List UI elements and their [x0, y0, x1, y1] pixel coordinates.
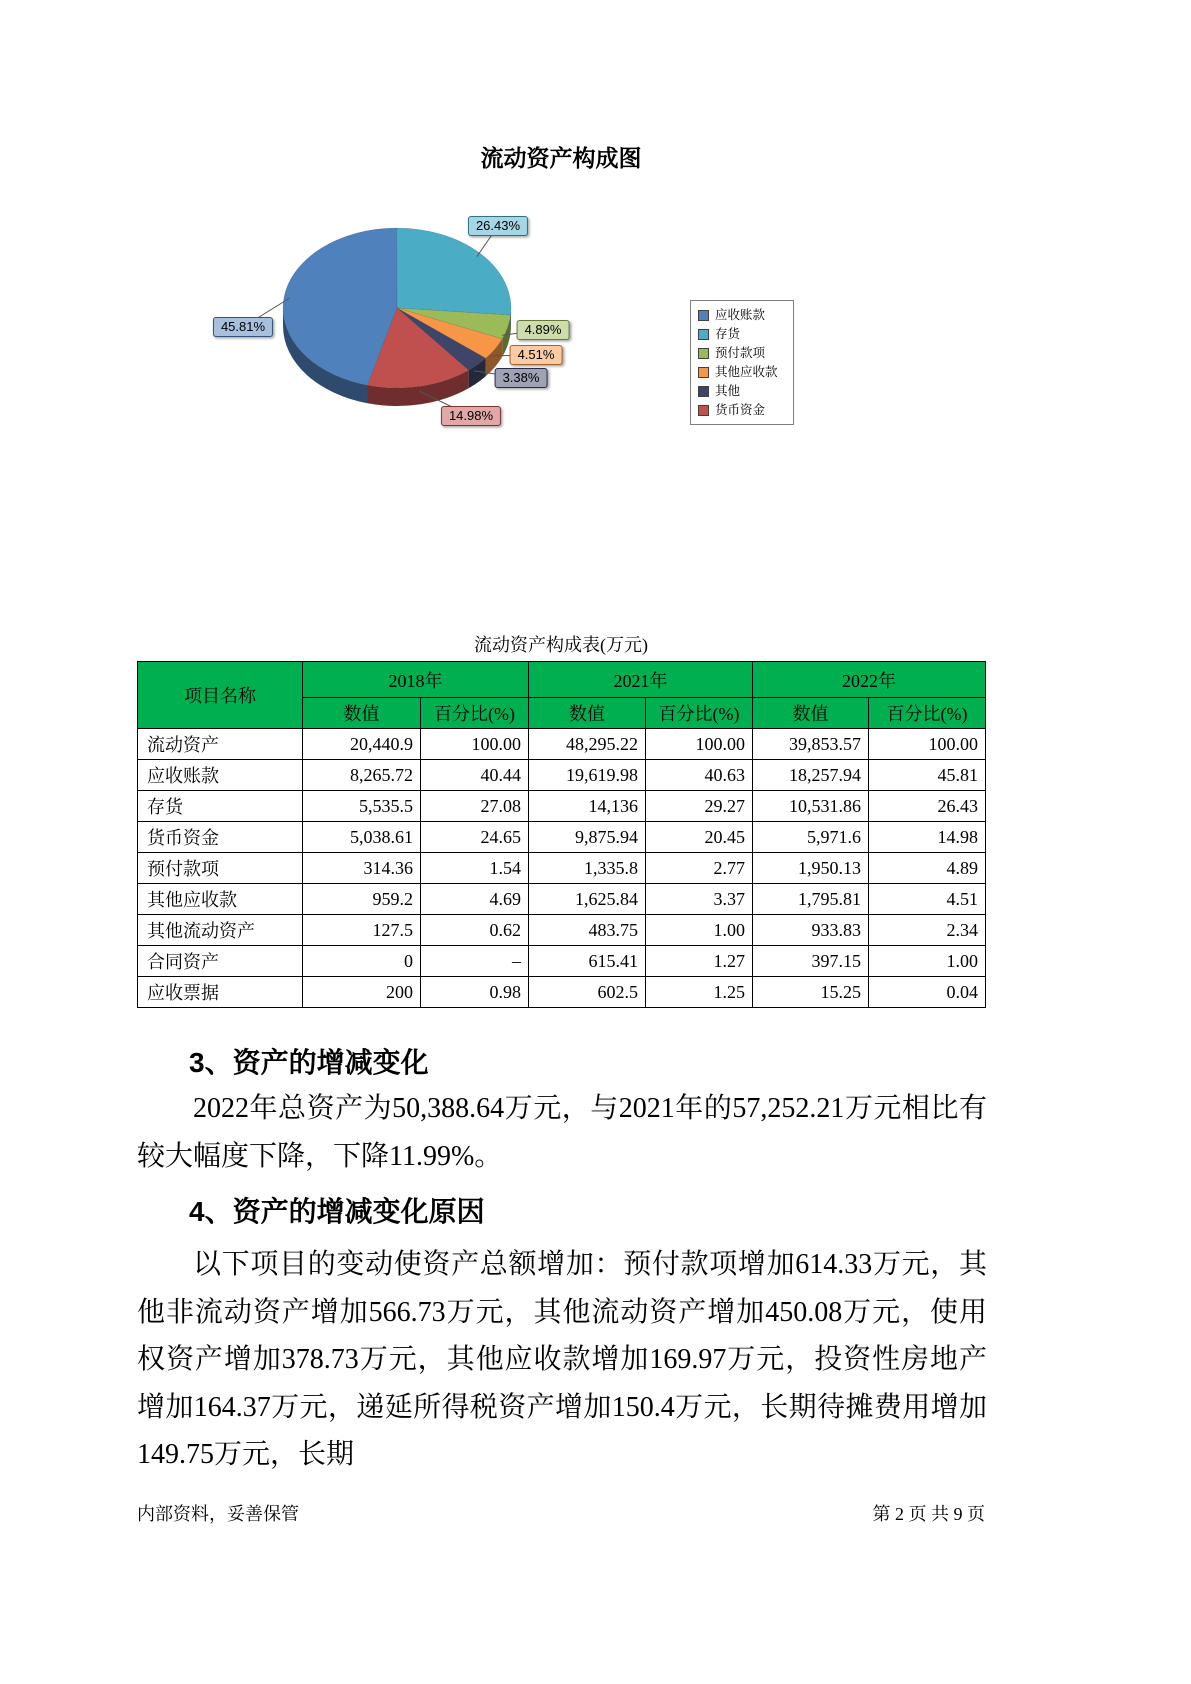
value-cell: 314.36 — [303, 853, 421, 884]
value-cell: 8,265.72 — [303, 760, 421, 791]
item-name-cell: 应收账款 — [138, 760, 303, 791]
table-row — [138, 946, 986, 977]
value-cell: 4.69 — [421, 884, 529, 915]
value-cell: 1.54 — [421, 853, 529, 884]
value-cell: 1,335.8 — [529, 853, 646, 884]
value-cell: 20,440.9 — [303, 729, 421, 760]
legend-label: 应收账款 — [715, 308, 766, 322]
pie-percentage-label: 3.38% — [495, 368, 548, 388]
sub-header-cell: 数值 — [753, 698, 869, 729]
sub-header-cell: 数值 — [303, 698, 421, 729]
value-cell: 5,038.61 — [303, 822, 421, 853]
value-cell: 5,535.5 — [303, 791, 421, 822]
pie-percentage-label: 45.81% — [213, 317, 273, 337]
legend-label: 预付款项 — [715, 346, 766, 360]
value-cell: 19,619.98 — [529, 760, 646, 791]
legend-swatch — [698, 367, 709, 378]
value-cell: 127.5 — [303, 915, 421, 946]
value-cell: 26.43 — [869, 791, 986, 822]
value-cell: 4.89 — [869, 853, 986, 884]
legend-swatch — [698, 405, 709, 416]
sub-header-cell: 百分比(%) — [646, 698, 753, 729]
table-row — [138, 977, 986, 1008]
year-header-cell: 2021年 — [529, 662, 753, 698]
table-row — [138, 729, 986, 760]
value-cell: 48,295.22 — [529, 729, 646, 760]
value-cell: 100.00 — [421, 729, 529, 760]
current-assets-pie-chart — [0, 185, 1191, 515]
value-cell: 200 — [303, 977, 421, 1008]
value-cell: 0.98 — [421, 977, 529, 1008]
pie-chart-canvas — [0, 185, 1191, 515]
table-row — [138, 791, 986, 822]
value-cell: 615.41 — [529, 946, 646, 977]
legend-swatch — [698, 329, 709, 340]
value-cell: 2.34 — [869, 915, 986, 946]
chart-legend — [690, 300, 794, 425]
section-heading-4: 4、资产的增减变化原因 — [189, 1196, 485, 1227]
value-cell: 14,136 — [529, 791, 646, 822]
pie-percentage-label: 26.43% — [468, 216, 528, 236]
value-cell: 602.5 — [529, 977, 646, 1008]
value-cell: 0.04 — [869, 977, 986, 1008]
footer-confidential-note: 内部资料，妥善保管 — [137, 1504, 299, 1524]
value-cell: 4.51 — [869, 884, 986, 915]
item-name-cell: 应收票据 — [138, 977, 303, 1008]
pie-percentage-label: 4.89% — [517, 320, 570, 340]
value-cell: 1.27 — [646, 946, 753, 977]
legend-label: 其他应收款 — [715, 365, 778, 379]
value-cell: 27.08 — [421, 791, 529, 822]
item-name-cell: 其他流动资产 — [138, 915, 303, 946]
legend-swatch — [698, 348, 709, 359]
pie-percentage-label: 4.51% — [510, 345, 563, 365]
item-name-cell: 货币资金 — [138, 822, 303, 853]
pie-slice — [397, 228, 511, 315]
legend-item — [698, 328, 786, 340]
value-cell: 10,531.86 — [753, 791, 869, 822]
legend-label: 其他 — [715, 384, 741, 398]
value-cell: 39,853.57 — [753, 729, 869, 760]
table-row — [138, 760, 986, 791]
value-cell: 0 — [303, 946, 421, 977]
chart-title: 流动资产构成图 — [480, 145, 642, 171]
item-name-cell: 合同资产 — [138, 946, 303, 977]
value-cell: 100.00 — [646, 729, 753, 760]
year-header-cell: 2022年 — [753, 662, 986, 698]
legend-label: 货币资金 — [715, 403, 766, 417]
legend-item — [698, 385, 786, 397]
legend-item — [698, 309, 786, 321]
item-name-cell: 预付款项 — [138, 853, 303, 884]
value-cell: 24.65 — [421, 822, 529, 853]
table-title: 流动资产构成表(万元) — [474, 635, 648, 655]
sub-header-cell: 数值 — [529, 698, 646, 729]
table-row — [138, 884, 986, 915]
value-cell: 959.2 — [303, 884, 421, 915]
sub-header-cell: 百分比(%) — [869, 698, 986, 729]
value-cell: 9,875.94 — [529, 822, 646, 853]
item-name-cell: 流动资产 — [138, 729, 303, 760]
legend-item — [698, 366, 786, 378]
item-header-cell: 项目名称 — [138, 662, 303, 729]
legend-item — [698, 404, 786, 416]
year-header-cell: 2018年 — [303, 662, 529, 698]
value-cell: 45.81 — [869, 760, 986, 791]
value-cell: 15.25 — [753, 977, 869, 1008]
paragraph-asset-change-reason: 以下项目的变动使资产总额增加：预付款项增加614.33万元，其他非流动资产增加566.73万元，其他流动资产增加450.08万元，使用权资产增加378.73万元，其他应收款增加169.97万元，投资性房地产增加164.37万元，递延所得税资产增加150.4万元，长期待摊费用增加149.75万元，长期 — [137, 1249, 987, 1470]
value-cell: 2.77 — [646, 853, 753, 884]
value-cell: 1,950.13 — [753, 853, 869, 884]
value-cell: 20.45 — [646, 822, 753, 853]
section-heading-3: 3、资产的增减变化 — [189, 1047, 429, 1078]
footer-page-number: 第 2 页 共 9 页 — [872, 1504, 985, 1524]
value-cell: 1,625.84 — [529, 884, 646, 915]
value-cell: 1.00 — [646, 915, 753, 946]
value-cell: 933.83 — [753, 915, 869, 946]
value-cell: 1.25 — [646, 977, 753, 1008]
value-cell: 40.63 — [646, 760, 753, 791]
legend-label: 存货 — [715, 327, 741, 341]
value-cell: 5,971.6 — [753, 822, 869, 853]
table-row — [138, 915, 986, 946]
value-cell: 29.27 — [646, 791, 753, 822]
value-cell: 1.00 — [869, 946, 986, 977]
legend-item — [698, 347, 786, 359]
legend-swatch — [698, 386, 709, 397]
paragraph-asset-change: 2022年总资产为50,388.64万元，与2021年的57,252.21万元相比有较大幅度下降，下降11.99%。 — [137, 1093, 987, 1172]
legend-swatch — [698, 310, 709, 321]
value-cell: 397.15 — [753, 946, 869, 977]
value-cell: 14.98 — [869, 822, 986, 853]
current-assets-table — [137, 661, 986, 1008]
item-name-cell: 其他应收款 — [138, 884, 303, 915]
value-cell: 483.75 — [529, 915, 646, 946]
value-cell: 40.44 — [421, 760, 529, 791]
value-cell: 100.00 — [869, 729, 986, 760]
pie-percentage-label: 14.98% — [441, 406, 501, 426]
value-cell: 3.37 — [646, 884, 753, 915]
table-row — [138, 822, 986, 853]
value-cell: – — [421, 946, 529, 977]
value-cell: 0.62 — [421, 915, 529, 946]
sub-header-cell: 百分比(%) — [421, 698, 529, 729]
value-cell: 1,795.81 — [753, 884, 869, 915]
value-cell: 18,257.94 — [753, 760, 869, 791]
table-row — [138, 853, 986, 884]
item-name-cell: 存货 — [138, 791, 303, 822]
